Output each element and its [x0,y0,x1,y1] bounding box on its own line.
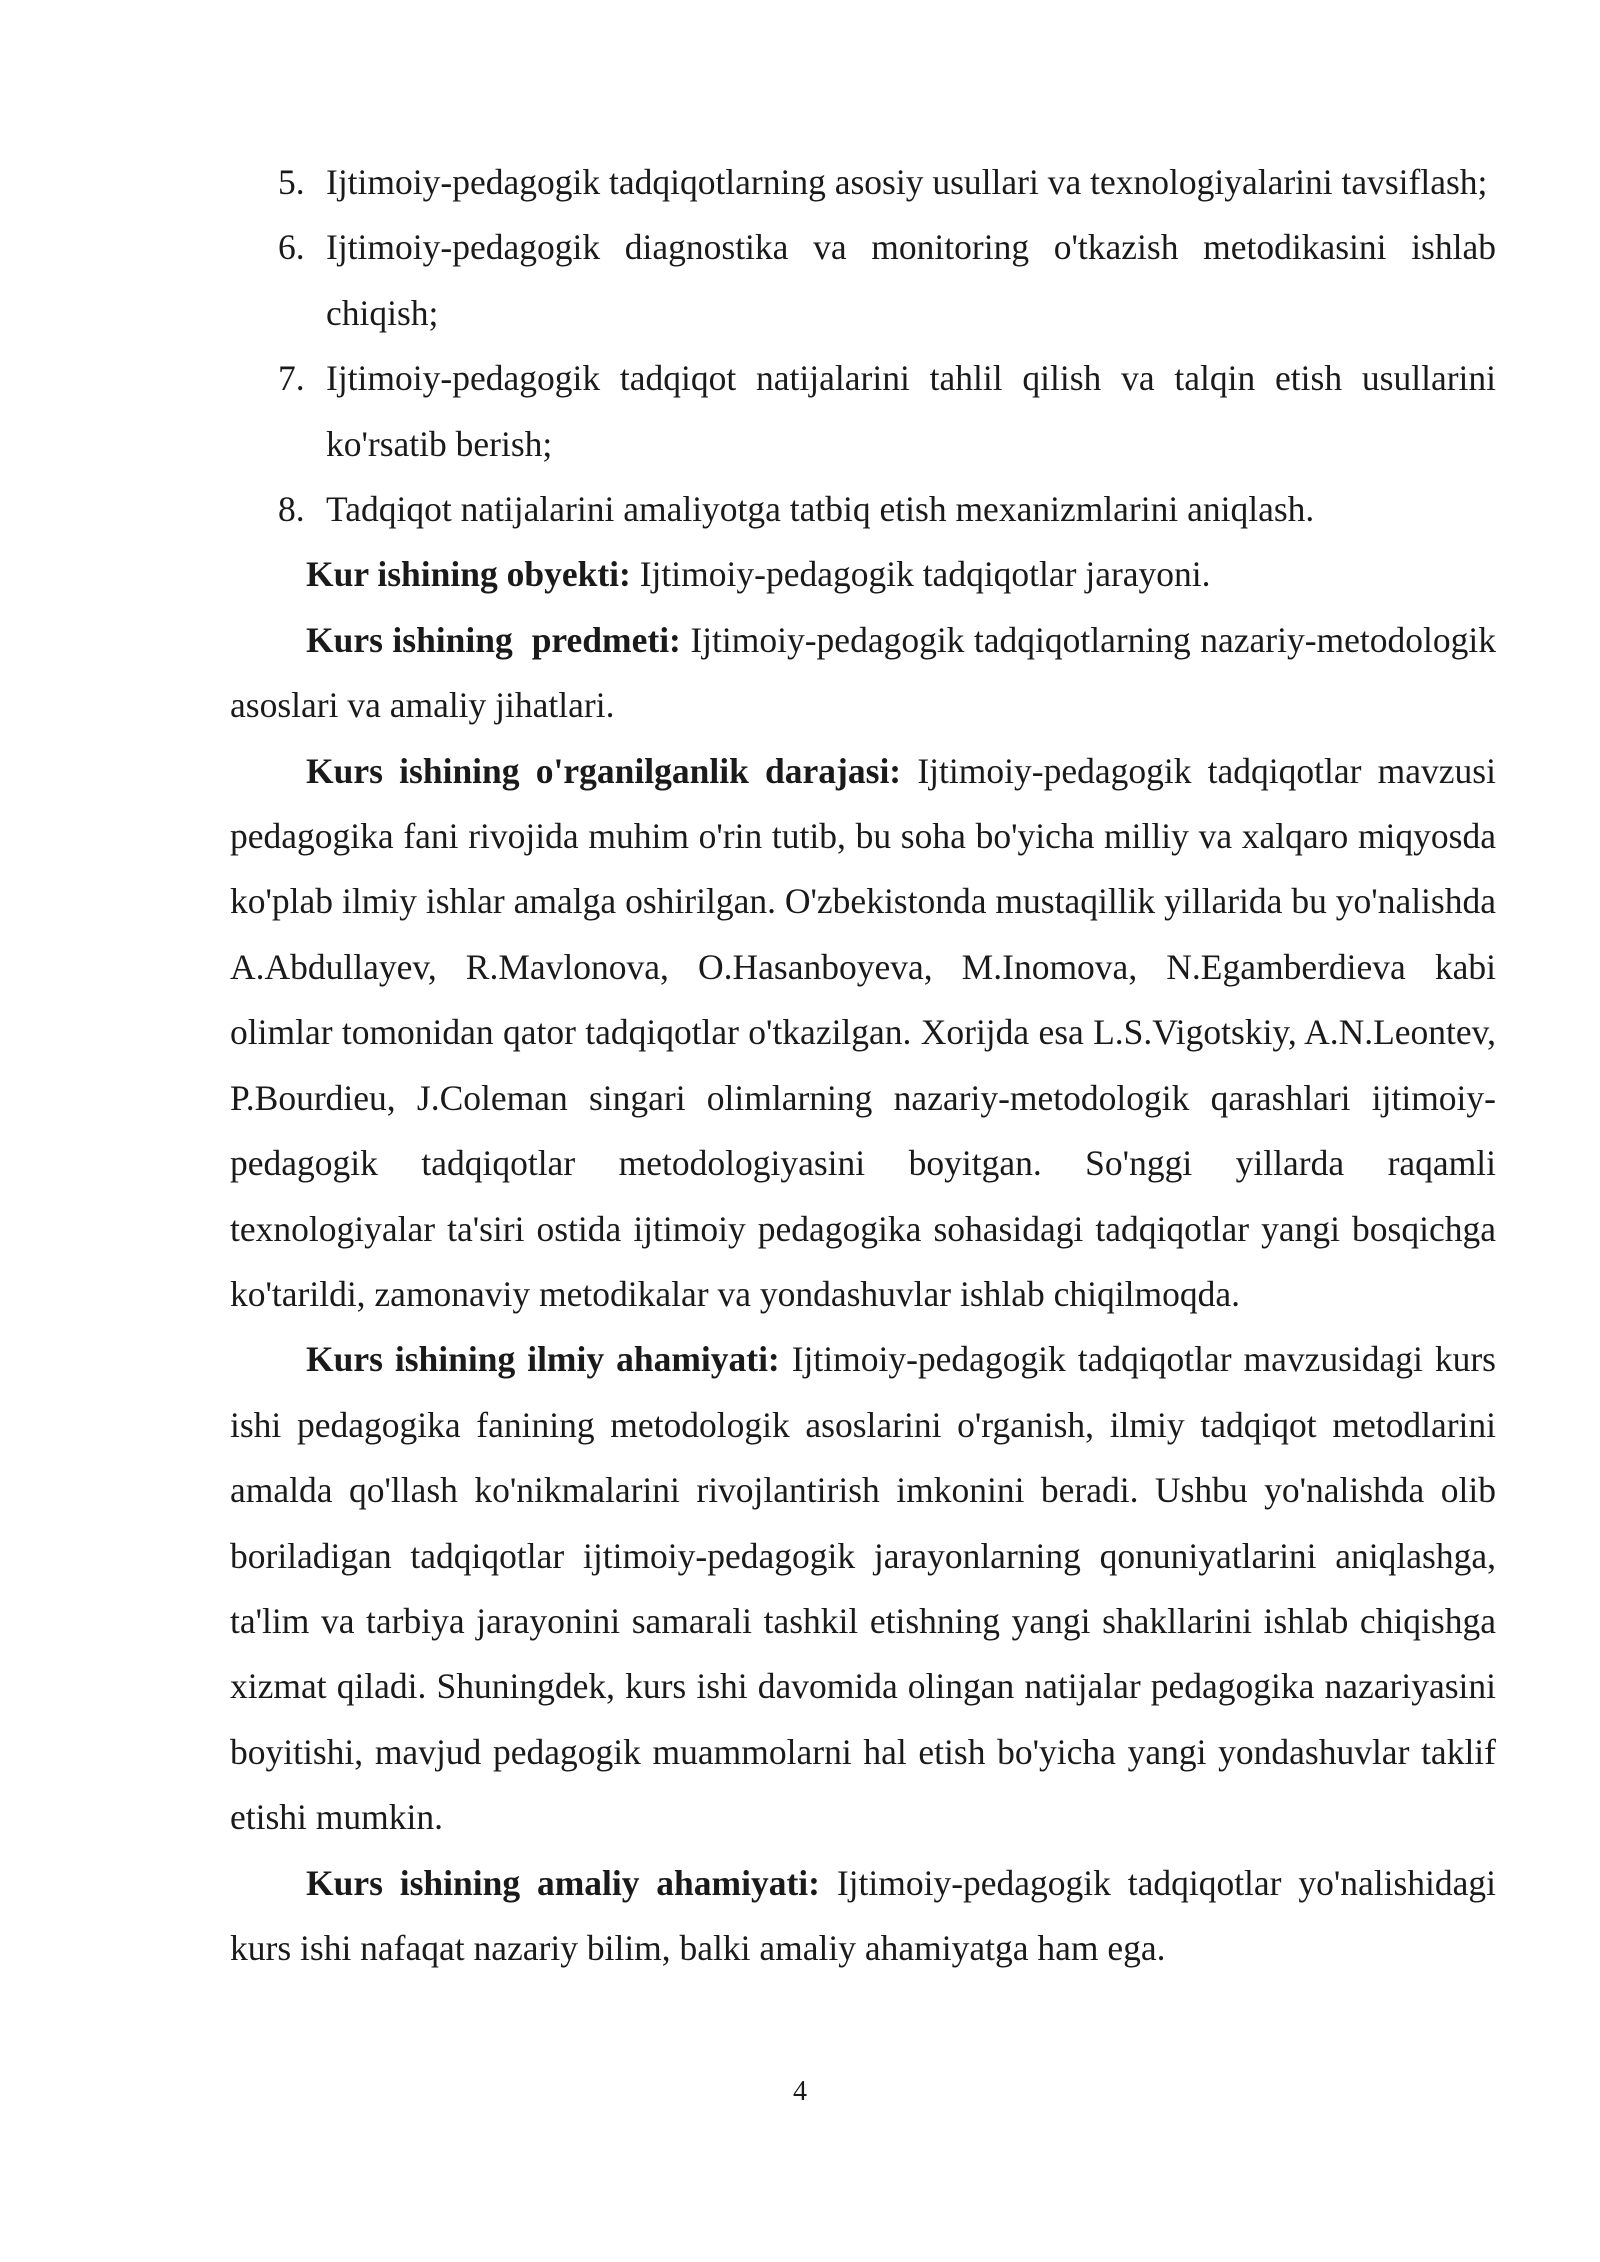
study-level-label: Kurs ishining o'rganilganlik darajasi: [306,750,902,791]
object-label: Kur ishining obyekti: [306,554,631,595]
object-text: Ijtimoiy-pedagogik tadqiqotlar jarayoni. [630,554,1211,595]
subject-text: Ijtimoiy-pedagogik tadqiqotlarning nazariy-metodologik asoslari va amaliy jihatlari. [230,619,1496,726]
scientific-significance-paragraph [230,1327,1496,1850]
task-list [230,150,1496,542]
scientific-significance-label: Kurs ishining ilmiy ahamiyati: [306,1339,780,1380]
list-item-number: 7. [278,358,305,399]
object-paragraph [230,542,1496,607]
list-item-text: Ijtimoiy-pedagogik tadqiqot natijalarini tahlil qilish va talqin etish usullarini ko'rsatib berish; [326,358,1496,464]
list-item [230,150,1496,215]
list-item-text: Ijtimoiy-pedagogik tadqiqotlarning asosiy usullari va texnologiyalarini tavsiflash; [326,162,1488,202]
list-item-number: 5. [278,162,305,202]
list-item-number: 8. [278,489,305,530]
list-item-number: 6. [278,227,305,268]
list-item [230,215,1496,346]
subject-label: Kurs ishining predmeti: [306,619,681,660]
list-item [230,477,1496,542]
practical-significance-paragraph [230,1851,1496,1982]
practical-significance-text: Ijtimoiy-pedagogik tadqiqotlar yo'nalishidagi kurs ishi nafaqat nazariy bilim, balki amaliy ahamiyatga ham ega. [230,1862,1496,1968]
study-level-paragraph [230,739,1496,1328]
list-item [230,346,1496,477]
list-item-text: Tadqiqot natijalarini amaliyotga tatbiq etish mexanizmlarini aniqlash. [326,489,1315,530]
subject-paragraph [230,608,1496,739]
study-level-text: Ijtimoiy-pedagogik tadqiqotlar mavzusi pedagogika fani rivojida muhim o'rin tutib, bu soha bo'yicha milliy va xalqaro miqyosda ko'plab ilmiy ishlar amalga oshirilgan. O'zbekistonda mustaqillik yillarida bu yo'nalishda A.Abdullayev, R.Mavlonova, O.Hasanboyeva, M.Inomova, N.Egamberdieva kabi olimlar tomonidan qator tadqiqotlar o'tkazilgan. Xorijda esa L.S.Vigotskiy, A.N.Leontev, P.Bourdieu, J.Coleman singari olimlarning nazariy-metodologik qarashlari ijtimoiy-pedagogik tadqiqotlar metodologiyasini boyitgan. So'nggi yillarda raqamli texnologiyalar ta'siri ostida ijtimoiy pedagogika sohasidagi tadqiqotlar yangi bosqichga ko'tarildi, zamonaviy metodikalar va yondashuvlar ishlab chiqilmoqda. [230,750,1496,1314]
page-number: 4 [793,2076,807,2107]
list-item-text: Ijtimoiy-pedagogik diagnostika va monitoring o'tkazish metodikasini ishlab chiqish; [326,227,1496,333]
practical-significance-label: Kurs ishining amaliy ahamiyati: [306,1862,820,1903]
scientific-significance-text: Ijtimoiy-pedagogik tadqiqotlar mavzusidagi kurs ishi pedagogika fanining metodologik asoslarini o'rganish, ilmiy tadqiqot metodlarini amalda qo'llash ko'nikmalarini rivojlantirish imkonini beradi. Ushbu yo'nalishda olib boriladigan tadqiqotlar ijtimoiy-pedagogik jarayonlarning qonuniyatlarini aniqlashga, ta'lim va tarbiya jarayonini samarali tashkil etishning yangi shakllarini ishlab chiqishga xizmat qiladi. Shuningdek, kurs ishi davomida olingan natijalar pedagogika nazariyasini boyitishi, mavjud pedagogik muammolarni hal etish bo'yicha yangi yondashuvlar taklif etishi mumkin. [230,1339,1496,1838]
page-content [230,150,1496,1981]
